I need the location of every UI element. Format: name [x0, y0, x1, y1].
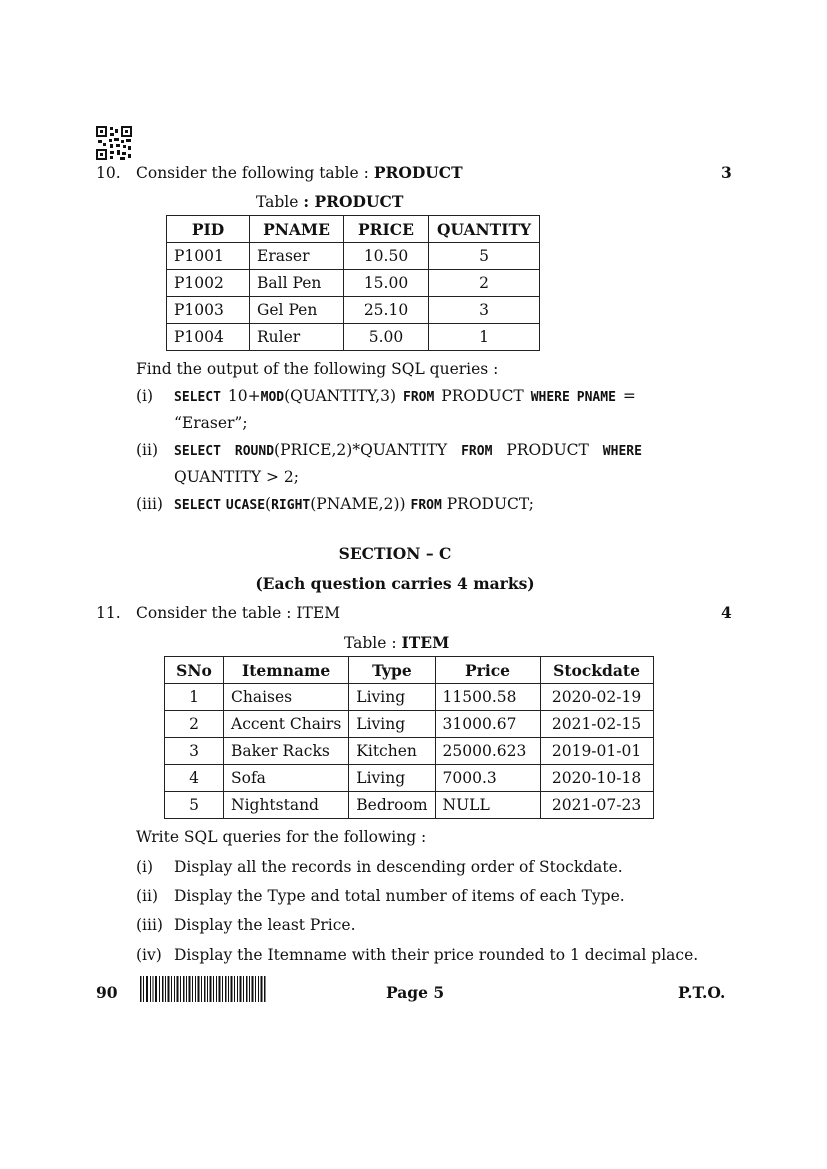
table-cell: 1	[429, 324, 540, 351]
table-cell: 25.10	[344, 297, 429, 324]
product-table-caption: Table : PRODUCT	[256, 192, 404, 211]
pto-label: P.T.O.	[678, 983, 726, 1002]
table-cell: Baker Racks	[224, 738, 349, 765]
query-ii-label: (ii)	[136, 441, 159, 459]
part-text: Display the Itemname with their price rounded to 1 decimal place.	[174, 946, 699, 964]
query-i-label: (i)	[136, 387, 154, 405]
table-cell: 2	[429, 270, 540, 297]
query-i-line2: “Eraser”;	[174, 414, 248, 432]
table-cell: 2019-01-01	[540, 738, 653, 765]
table-cell: Eraser	[250, 243, 344, 270]
column-header: PID	[167, 216, 250, 243]
column-header: Itemname	[224, 657, 349, 684]
table-cell: 5	[165, 792, 224, 819]
question-10-number: 10.	[96, 164, 121, 182]
question-11-marks: 4	[721, 603, 732, 622]
table-cell: 15.00	[344, 270, 429, 297]
table-row	[165, 738, 654, 765]
table-cell: P1001	[167, 243, 250, 270]
part-text: Display the least Price.	[174, 916, 356, 934]
part-text: Display the Type and total number of items of each Type.	[174, 887, 625, 905]
table-cell: 2020-02-19	[540, 684, 653, 711]
table-cell: 10.50	[344, 243, 429, 270]
table-cell: 31000.67	[435, 711, 540, 738]
table-row	[167, 297, 540, 324]
column-header: PRICE	[344, 216, 429, 243]
part-label: (i)	[136, 858, 154, 876]
table-cell: Living	[349, 684, 435, 711]
query-ii-line2: QUANTITY > 2;	[174, 468, 300, 486]
column-header: Type	[349, 657, 435, 684]
table-cell: 7000.3	[435, 765, 540, 792]
table-row	[167, 324, 540, 351]
table-cell: Sofa	[224, 765, 349, 792]
question-10-marks: 3	[721, 163, 732, 182]
table-cell: Accent Chairs	[224, 711, 349, 738]
table-row	[167, 270, 540, 297]
query-iii-label: (iii)	[136, 495, 163, 513]
table-row	[165, 765, 654, 792]
question-10-text: Consider the following table : PRODUCT	[136, 163, 463, 182]
column-header: PNAME	[250, 216, 344, 243]
table-cell: 11500.58	[435, 684, 540, 711]
table-cell: 2021-07-23	[540, 792, 653, 819]
table-cell: 2021-02-15	[540, 711, 653, 738]
column-header: QUANTITY	[429, 216, 540, 243]
table-cell: NULL	[435, 792, 540, 819]
table-cell: 1	[165, 684, 224, 711]
part-text: Display all the records in descending order of Stockdate.	[174, 858, 623, 876]
table-cell: 25000.623	[435, 738, 540, 765]
table-cell: 4	[165, 765, 224, 792]
item-table	[164, 656, 654, 819]
table-cell: Living	[349, 765, 435, 792]
table-header-row	[165, 657, 654, 684]
section-subtitle: (Each question carries 4 marks)	[255, 574, 535, 593]
question-11-instruction: Write SQL queries for the following :	[136, 828, 427, 846]
table-cell: 2020-10-18	[540, 765, 653, 792]
table-cell: 2	[165, 711, 224, 738]
question-11-text: Consider the table : ITEM	[136, 604, 341, 622]
table-cell: Kitchen	[349, 738, 435, 765]
table-cell: P1003	[167, 297, 250, 324]
footer-code: 90	[96, 983, 118, 1002]
query-i-line1: SELECT 10+MOD(QUANTITY,3) FROM PRODUCT WHERE PNAME =	[174, 387, 636, 405]
table-cell: 3	[429, 297, 540, 324]
table-header-row	[167, 216, 540, 243]
table-cell: Nightstand	[224, 792, 349, 819]
question-11-number: 11.	[96, 604, 121, 622]
column-header: Price	[435, 657, 540, 684]
item-table-caption: Table : ITEM	[344, 633, 450, 652]
table-cell: Chaises	[224, 684, 349, 711]
part-label: (iv)	[136, 946, 162, 964]
qr-code-icon	[96, 126, 132, 160]
part-label: (iii)	[136, 916, 163, 934]
page-number: Page 5	[386, 983, 445, 1002]
table-row	[165, 792, 654, 819]
table-row	[167, 243, 540, 270]
column-header: Stockdate	[540, 657, 653, 684]
question-10-instruction: Find the output of the following SQL queries :	[136, 360, 499, 378]
table-cell: P1004	[167, 324, 250, 351]
question-10-table-name: PRODUCT	[373, 163, 463, 182]
product-table	[166, 215, 540, 351]
query-iii-line1: SELECT UCASE(RIGHT(PNAME,2)) FROM PRODUCT;	[174, 495, 534, 513]
section-title: SECTION – C	[338, 544, 452, 563]
table-cell: Ruler	[250, 324, 344, 351]
table-row	[165, 684, 654, 711]
barcode-icon	[140, 976, 266, 1002]
table-cell: Living	[349, 711, 435, 738]
table-cell: 5.00	[344, 324, 429, 351]
query-ii-line1: SELECT ROUND(PRICE,2)*QUANTITY FROM PRODUCT WHERE	[174, 441, 642, 459]
part-label: (ii)	[136, 887, 159, 905]
table-cell: 3	[165, 738, 224, 765]
table-row	[165, 711, 654, 738]
table-cell: 5	[429, 243, 540, 270]
table-cell: P1002	[167, 270, 250, 297]
table-cell: Ball Pen	[250, 270, 344, 297]
table-cell: Bedroom	[349, 792, 435, 819]
column-header: SNo	[165, 657, 224, 684]
table-cell: Gel Pen	[250, 297, 344, 324]
